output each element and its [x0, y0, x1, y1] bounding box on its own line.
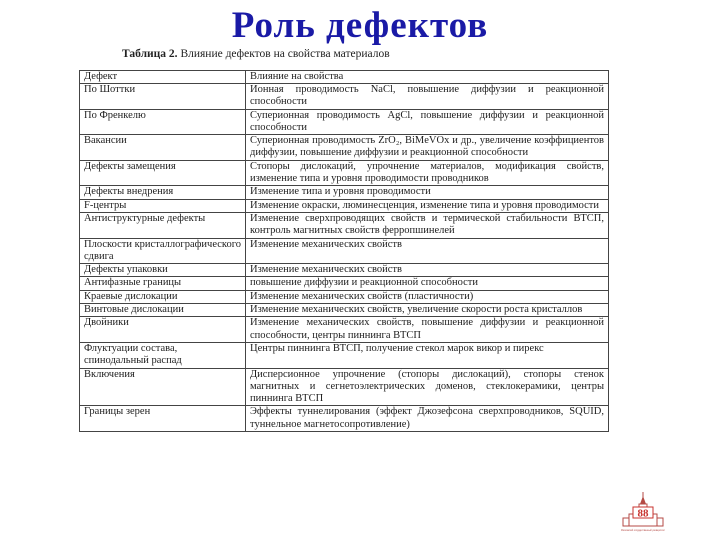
defect-cell: Краевые дислокации [80, 290, 246, 303]
defect-cell: По Шоттки [80, 84, 246, 110]
effect-cell: Изменение типа и уровня проводимости [246, 186, 609, 199]
effect-cell: Суперионная проводимость AgCl, повышение диффузии и реакционной способности [246, 109, 609, 135]
table-row [80, 199, 609, 212]
defect-cell: Антиструктурные дефекты [80, 212, 246, 238]
effect-cell: Изменение сверхпроводящих свойств и термической стабильности ВТСП, контроль магнитных свойств ферропшинелей [246, 212, 609, 238]
table-header-row [80, 71, 609, 84]
effect-cell: Изменение механических свойств [246, 264, 609, 277]
table-row [80, 277, 609, 290]
defect-cell: По Френкелю [80, 109, 246, 135]
effect-cell: Изменение окраски, люминесценция, изменение типа и уровня проводимости [246, 199, 609, 212]
defect-cell: Флуктуации состава, спинодальный распад [80, 342, 246, 368]
defect-cell: Вакансии [80, 135, 246, 161]
table-row [80, 160, 609, 186]
effect-cell: Эффекты туннелирования (эффект Джозефсона сверхпроводников, SQUID, туннельное магнетосопротивление) [246, 406, 609, 432]
effect-cell: Суперионная проводимость ZrO₂, BiMeVOx и др., увеличение коэффициентов диффузии, повышение диффузии и реакционной способности [246, 135, 609, 161]
effect-cell: Дисперсионное упрочнение (стопоры дислокаций), стопоры стенок магнитных и сегнетоэлектрических доменов, стеклокерамики, центры пиннинга ВТСП [246, 368, 609, 406]
effect-cell: повышение диффузии и реакционной способности [246, 277, 609, 290]
defect-cell: Границы зерен [80, 406, 246, 432]
defect-cell: Антифазные границы [80, 277, 246, 290]
right-wing [657, 518, 663, 526]
table-caption [122, 48, 390, 60]
defect-cell: F-центры [80, 199, 246, 212]
table-row [80, 84, 609, 110]
table-row [80, 186, 609, 199]
defect-cell: Дефекты упаковки [80, 264, 246, 277]
table-row [80, 368, 609, 406]
defect-cell: Плоскости кристаллографического сдвига [80, 238, 246, 264]
university-logo [620, 490, 673, 538]
effect-cell: Ионная проводимость NaCl, повышение диффузии и реакционной способности [246, 84, 609, 110]
effect-cell: Стопоры дислокаций, упрочнение материалов, модификация свойств, изменение типа и уровня проводимости проводников [246, 160, 609, 186]
table-row [80, 290, 609, 303]
left-wing [623, 518, 629, 526]
defect-cell: Винтовые дислокации [80, 304, 246, 317]
effect-cell: Изменение механических свойств, повышение диффузии и реакционной способности, центры пиннинга ВТСП [246, 317, 609, 343]
badge-number: 88 [637, 507, 649, 520]
defect-cell: Дефекты внедрения [80, 186, 246, 199]
table-row [80, 212, 609, 238]
table-row [80, 264, 609, 277]
column-header-defect: Дефект [80, 71, 246, 84]
table-row [80, 135, 609, 161]
table-row [80, 109, 609, 135]
effect-cell: Изменение механических свойств (пластичности) [246, 290, 609, 303]
effect-cell: Изменение механических свойств, увеличение скорости роста кристаллов [246, 304, 609, 317]
table-row [80, 238, 609, 264]
defect-cell: Двойники [80, 317, 246, 343]
slide-title: Роль дефектов [231, 5, 489, 46]
column-header-effect: Влияние на свойства [246, 71, 609, 84]
table-row [80, 406, 609, 432]
table-row [80, 342, 609, 368]
effect-cell: Изменение механических свойств [246, 238, 609, 264]
table-row [80, 317, 609, 343]
table-row [80, 304, 609, 317]
effect-cell: Центры пиннинга ВТСП, получение стекол марок викор и пирекс [246, 342, 609, 368]
defect-cell: Дефекты замещения [80, 160, 246, 186]
table-caption-label: Таблица 2. [122, 48, 178, 60]
logo-caption: Московский государственный университет [621, 529, 673, 532]
defect-cell: Включения [80, 368, 246, 406]
tower-top [640, 496, 646, 504]
table-caption-text: Влияние дефектов на свойства материалов [180, 48, 390, 60]
defects-table [79, 70, 609, 432]
